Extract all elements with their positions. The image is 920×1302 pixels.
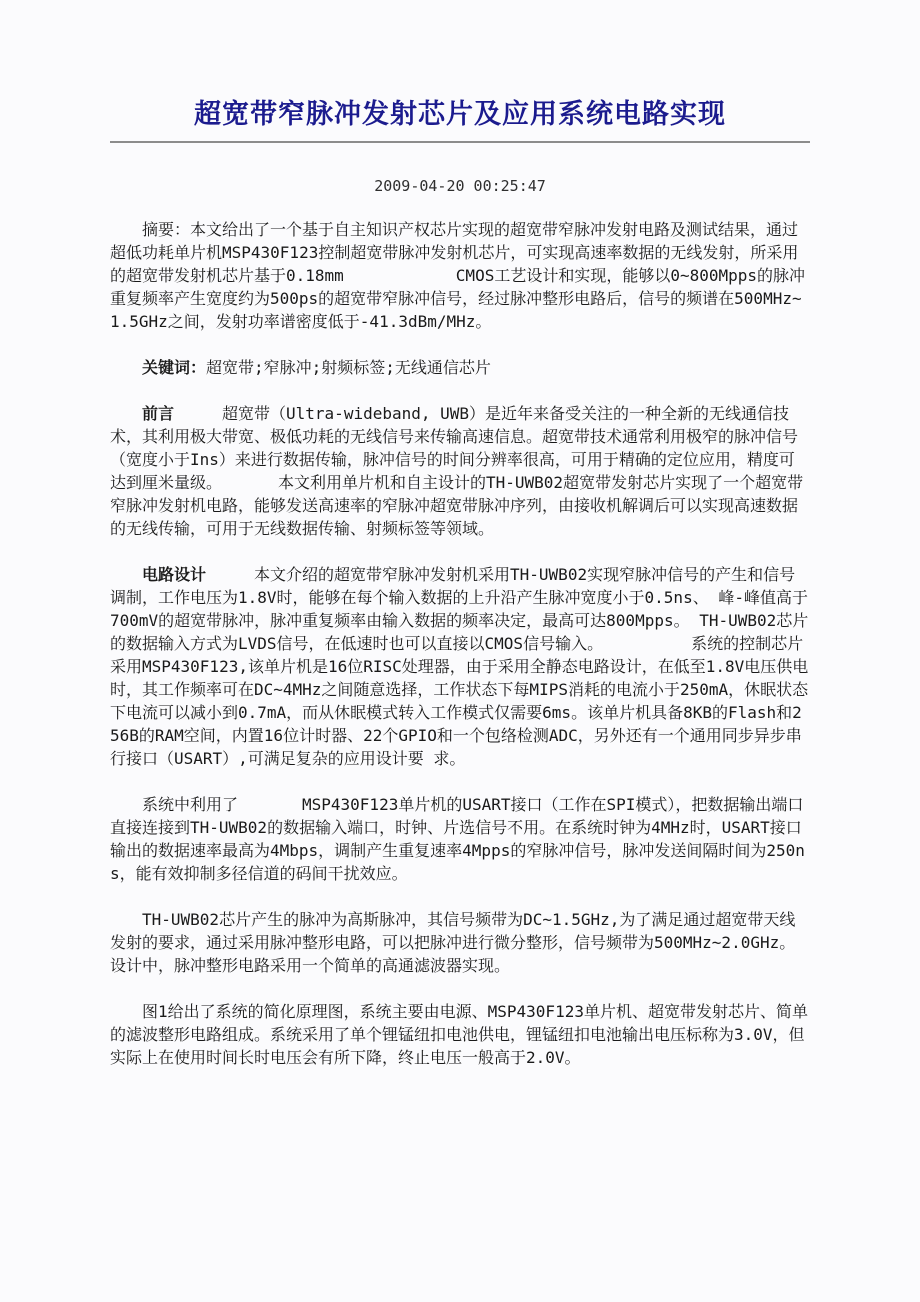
paragraph-label: 关键词： bbox=[142, 358, 207, 377]
paragraph-text: 系统中利用了 MSP430F123单片机的USART接口（工作在SPI模式），把数据输出端口直接连接到TH-UWB02的数据输入端口，时钟、片选信号不用。在系统时钟为4MHz时，USART接口输出的数据速率最高为4Mbps，调制产生重复速率4Mpps的窄脉冲信号，脉冲发送间隔时间为250ns，能有效抑制多径信道的码间干扰效应。 bbox=[110, 795, 805, 883]
title-block bbox=[110, 92, 810, 143]
paragraph-keywords bbox=[110, 356, 810, 379]
paragraph-pulse-shaping bbox=[110, 908, 810, 977]
publish-date: 2009-04-20 00:25:47 bbox=[374, 177, 546, 195]
paragraph-text: 超宽带（Ultra-wideband, UWB）是近年来备受关注的一种全新的无线通信技术，其利用极大带宽、极低功耗的无线信号来传输高速信息。超宽带技术通常利用极窄的脉冲信号（宽度小于Ins）来进行数据传输，脉冲信号的时间分辨率很高，可用于精确的定位应用，精度可达到厘米量级。 本文利用单片机和自主设计的TH-UWB02超宽带发射芯片实现了一个超宽带窄脉冲发射机电路，能够发送高速率的窄脉冲超宽带脉冲序列，由接收机解调后可以实现高速数据的无线传输，可用于无线数据传输、射频标签等领域。 bbox=[110, 404, 804, 538]
paragraph-circuit-design bbox=[110, 563, 810, 770]
paragraph-text: 摘要：本文给出了一个基于自主知识产权芯片实现的超宽带窄脉冲发射电路及测试结果，通过超低功耗单片机MSP430F123控制超宽带脉冲发射机芯片，可实现高速率数据的无线发射，所采用的超宽带发射机芯片基于0.18mm CMOS工艺设计和实现，能够以0~800Mpps的脉冲重复频率产生宽度约为500ps的超宽带窄脉冲信号，经过脉冲整形电路后，信号的频谱在500MHz~1.5GHz之间，发射功率谱密度低于-41.3dBm/MHz。 bbox=[110, 220, 806, 331]
paragraph-text: 本文介绍的超宽带窄脉冲发射机采用TH-UWB02实现窄脉冲信号的产生和信号调制，工作电压为1.8V时，能够在每个输入数据的上升沿产生脉冲宽度小于0.5ns、 峰-峰值高于700mV的超宽带脉冲，脉冲重复频率由输入数据的频率决定，最高可达800Mpps。 TH-UWB02芯片的数据输入方式为LVDS信号，在低速时也可以直接以CMOS信号输入。 系统的控制芯片采用MSP430F123,该单片机是16位RISC处理器，由于采用全静态电路设计，在低至1.8V电压供电时，其工作频率可在DC~4MHz之间随意选择，工作状态下每MIPS消耗的电流小于250mA，休眠状态下电流可以减小到0.7mA，而从休眠模式转入工作模式仅需要6ms。该单片机具备8KB的Flash和256B的RAM空间，内置16位计时器、22个GPIO和一个包络检测ADC，另外还有一个通用同步异步串行接口（USART）,可满足复杂的应用设计要 求。 bbox=[110, 565, 809, 768]
paragraph-text: TH-UWB02芯片产生的脉冲为高斯脉冲，其信号频带为DC~1.5GHz,为了满足通过超宽带天线发射的要求，通过采用脉冲整形电路，可以把脉冲进行微分整形，信号频带为500MHz~2.0GHz。设计中，脉冲整形电路采用一个简单的高通滤波器实现。 bbox=[110, 910, 796, 975]
article-body bbox=[110, 218, 810, 1069]
document-page bbox=[110, 0, 810, 1069]
paragraph-figure1-power bbox=[110, 1000, 810, 1069]
paragraph-intro bbox=[110, 402, 810, 540]
paragraph-text: 图1给出了系统的简化原理图，系统主要由电源、MSP430F123单片机、超宽带发射芯片、简单的滤波整形电路组成。系统采用了单个锂锰纽扣电池供电，锂锰纽扣电池输出电压标称为3.0V，但实际上在使用时间长时电压会有所下降，终止电压一般高于2.0V。 bbox=[110, 1002, 808, 1067]
paragraph-label: 前言 bbox=[142, 404, 175, 423]
paragraph-abstract bbox=[110, 218, 810, 333]
paragraph-text: 超宽带;窄脉冲;射频标签;无线通信芯片 bbox=[206, 358, 491, 377]
paragraph-label: 电路设计 bbox=[142, 565, 207, 584]
page-title: 超宽带窄脉冲发射芯片及应用系统电路实现 bbox=[194, 99, 726, 130]
paragraph-system-usart bbox=[110, 793, 810, 885]
